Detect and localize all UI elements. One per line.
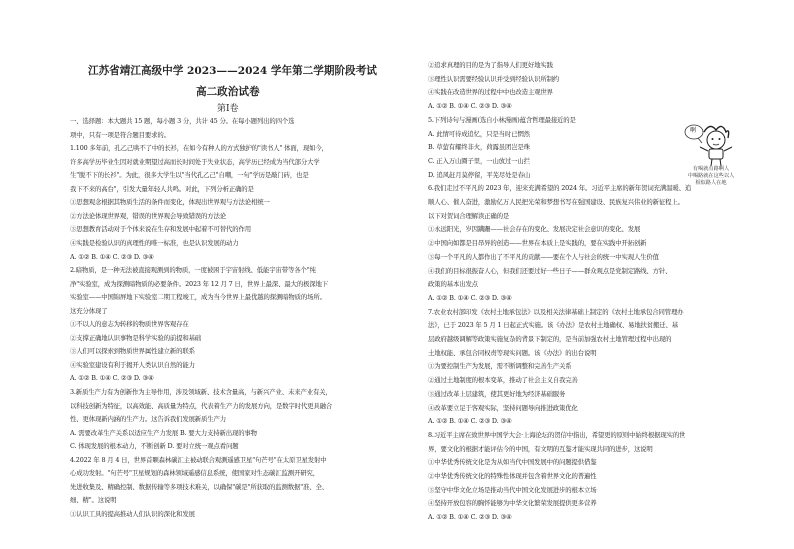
text-line: ④实验室建设有利于揭开人类认识自然的能力 — [70, 360, 195, 369]
text-line: ③通过改革上层建筑，使其更好地为经济基础服务 — [428, 389, 566, 398]
text-line: 4.2022 年 8 月 4 日，世界首颗森林碳汇主被动联合观测遥感卫星"句芒号"在太原卫星发射中 — [70, 455, 327, 464]
text-line: ①中华优秀传统文化是为从如当代中国发展中的问题提供借鉴 — [428, 458, 597, 467]
text-line: 这充分体现了 — [70, 306, 108, 315]
text-line: 1.100 多年前，孔乙己哄不了中的长衫，在如今有种人的方式独护的"读书人" 体面，现如今， — [70, 144, 328, 153]
text-line: 土地权能、承包合同权责等现实问题。该《办法》的出台说明 — [428, 348, 597, 357]
text-line: ③思想教育活动对于个体来说在生存和发展中起着不可替代的作用 — [70, 225, 251, 234]
text-line: 政策的基本出发点 — [428, 280, 478, 289]
text-line: 以科技创新为特征，以高效能、高质量为特点，代表着生产力的发展方向，是数字时代更具融合 — [70, 401, 333, 410]
text-line: ③每一个平凡的人都作出了不平凡的贡献——要在个人与社会的统一中实现人生价值 — [428, 252, 659, 261]
text-line: A. ①② B. ①④ C. ②③ D. ③④ — [70, 374, 154, 383]
exam-title: 江苏省靖江高级中学 2023——2024 学年第二学期阶段考试 — [88, 65, 377, 77]
text-line: A. ①② B. ①④ C. ②③ D. ③④ — [428, 513, 512, 522]
text-line: A. 此情可待成追忆，只是当时已惘然 — [428, 129, 530, 138]
text-line: 我下不来的高台"，引发大量年轻人共鸣。对此，下列分析正确的是 — [70, 184, 254, 193]
cartoon-caption-line: 相似路人在地 — [695, 180, 727, 186]
text-line: 5.下列诗句与漫画(选自小林漫画)蕴含哲理最接近的是 — [428, 115, 576, 124]
cartoon-illustration — [676, 120, 746, 196]
text-line: ③人们可以探索到物质世界属性建立新的联系 — [70, 347, 195, 356]
text-line: ④改革要立足于客观实际，坚持问题导向推进政策优化 — [428, 403, 578, 412]
text-line: 8.习近平主席在致世界中国学大会·上海论坛的贺信中指出，希望更的原则中始终根据现实的世 — [428, 430, 686, 439]
text-line: ④实践是检验认识的真理性的唯一标准，也是认识发展的动力 — [70, 238, 239, 247]
cartoon-caption — [674, 166, 748, 187]
text-line: ②方法论体现世界观，错误的世界观会导致错误的方法论 — [70, 211, 227, 220]
text-line: B. 草萤有耀终非火，荷露虽团岂是珠 — [428, 143, 530, 152]
text-line: ②支撑正确地认识事物是科学实验的前提和基础 — [70, 333, 202, 342]
cartoon-caption-line: 有喝就有路啊人 — [692, 166, 730, 172]
text-line: ①不以人的意志为转移的物质世界客观存在 — [70, 320, 189, 329]
text-line: 2.暗物质，是一种无法被直接观测到的物质，一度被困于宇宙射线、低能宇宙带等各个"纯 — [70, 266, 316, 275]
text-line: ④坚持开放包容的胸怀能够为中华文化繁荣发展提供更多营养 — [428, 499, 597, 508]
text-line: 项中，只有一项是符合题目要求的。 — [70, 130, 170, 139]
text-line: 3.新质生产力有为创新作为主导作用，涉及领域新、技术含量高，与新兴产业、未来产业有关， — [70, 388, 332, 396]
text-line: ④实践在改造世界的过程中中也改造主观世界 — [428, 88, 553, 97]
text-line: A. ①② B. ①④ C. ②③ D. ③④ — [70, 252, 154, 261]
text-line: 一、选择题：本大题共 15 题，每小题 3 分，共计 45 分。在每小题列出的四个选 — [70, 117, 295, 125]
text-line: 生"脱不下的长衫"。为此，很多大学生以"当代孔乙己"自嘲，一句"学历是敲门砖，也是 — [70, 171, 309, 180]
text-line: ①思想观念根据其物质生活的条件而变化，体现出世界观与方法论相统一 — [70, 198, 270, 207]
text-line: ②中华优秀传统文化的特殊性体现并包含着世界文化的普遍性 — [428, 472, 597, 480]
text-line: 性、更体现新内涵的生产力。这告诉我们发展新质生产力 — [70, 415, 227, 424]
text-line: ③理性认识需要经验认识并受到经验认识所制约 — [428, 74, 560, 83]
text-line: 界，要文化的根据才能评估今的中国，有文明的互鉴才能实现共同的进步，这说明 — [428, 444, 653, 453]
text-line: 法》，已于 2023 年 5 月 1 日起正式实施。该《办法》是农村土地确权、易地扶贫搬迁、基 — [428, 321, 679, 330]
text-line: 层政府越级调解等政策实施复杂的背景下制定的，是当前加强农村土地管理过程中出现的 — [428, 335, 672, 343]
text-line: 先进收集及、精确控制、数据传输等多项技术难关，以确保"碳是"所获取的监测数据"准、全、 — [70, 482, 328, 491]
text-line: 净"实验室，成为探测暗物质的必要条件。2023 年 12 月 7 日，世界上最深、最大的极深地下 — [70, 279, 329, 288]
exam-subtitle: 高二政治试卷 — [196, 86, 260, 98]
text-line: A. 需要改革生产关系以适应生产力发展 B. 要大力支持新出现的事物 — [70, 428, 257, 437]
text-line: 7.农业农村部印发《农村土地承包法》以及相关法律基础上制定的《农村土地承包合同管理办 — [428, 307, 684, 316]
text-line: A. ①② B. ①④ C. ②③ D. ③④ — [428, 417, 512, 426]
text-line: 实验室——中国锦屏地下实验室二期工程竣工，成为当今世界上最优越的探测暗物质的场所。 — [70, 293, 326, 302]
text-line: ④我们的目标很振奋人心，但我们还要过好一些日子——群众观点是党制定路线、方针、 — [428, 266, 672, 275]
text-line: A. ①② B. ①④ C. ②③ D. ③④ — [428, 102, 512, 111]
text-line: ①永远阳光，岁因蹒跚——社会存在的变化、发展决定社会意识的变化、发展 — [428, 225, 641, 234]
text-line: 6.我们走过不平凡的 2023 年，迎来充满希望的 2024 年。习近平主席的新年贺词充满温暖、追 — [428, 184, 692, 193]
text-line: ②通过土地制度的根本变革，推动了社会主义自我完善 — [428, 376, 578, 385]
cartoon-caption-line: 中喝路就在这些以人 — [687, 173, 735, 179]
text-line: 以下对贺词合理解读正确的是 — [428, 211, 510, 220]
text-line: ②中国向如都是目昂异的创造——世界在本质上是实践的，要在实践中开拓创新 — [428, 239, 647, 248]
text-line: 细、精"。这说明 — [70, 496, 117, 505]
text-line: ①认识工具的提高推动人们认识的深化和发展 — [70, 509, 195, 518]
text-line: ②追求真理的目的是为了指导人们更好地实践 — [428, 61, 553, 69]
text-line: ①为要控制生产为发展，需不断调整和完善生产关系 — [428, 362, 572, 371]
text-line: C. 体现发展的根本动力，不断创新 D. 要对立统一观点看问题 — [70, 442, 239, 451]
text-line: A. ①② B. ①④ C. ②③ D. ③④ — [428, 293, 512, 302]
text-line: 许多高学历毕业生因对就业期望过高而长时间处于失业状态，高学历已经成为当代部分大学 — [70, 157, 320, 166]
text-line: ③坚守中华文化立场是推动当代中国文化发展进步的根本立场 — [428, 485, 597, 494]
text-line: 心成功发射。"句芒号"卫星规划的森林领域遥感信息系统，使国家对生态碳汇监测开研究， — [70, 469, 319, 478]
cartoon-speech: 啊 — [690, 127, 697, 134]
text-line: C. 正入万山圈子里，一山放过一山拦 — [428, 156, 530, 165]
volume-label: 第Ⅰ卷 — [217, 104, 239, 114]
text-line: 顺人心、催人奋进，激励亿万人民把光荣和梦想书写在强国建设、民族复兴伟业的新征程上。 — [428, 198, 684, 206]
text-line: D. 追风赶月莫停留，平芜尽处是春山 — [428, 170, 531, 179]
